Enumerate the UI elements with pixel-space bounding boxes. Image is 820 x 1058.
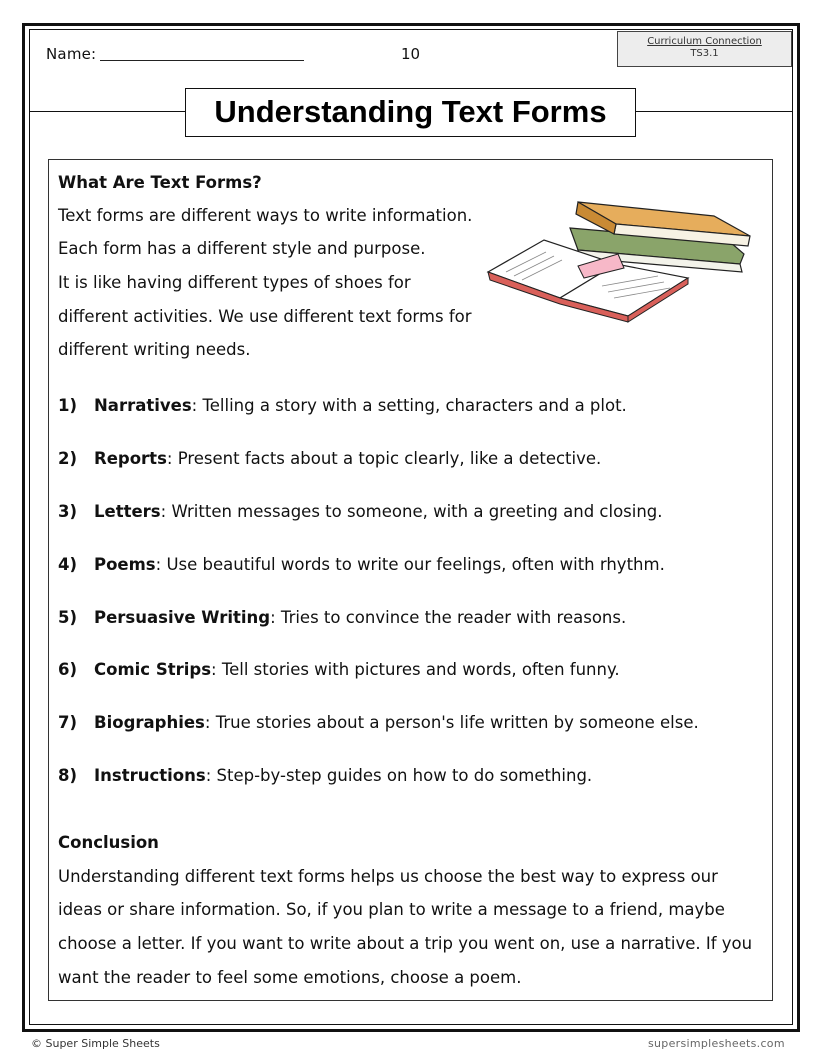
- list-item: [94, 713, 699, 732]
- intro-heading: What Are Text Forms?: [58, 173, 262, 192]
- list-term: Biographies: [94, 713, 205, 732]
- list-item: [94, 396, 627, 415]
- books-stack-icon: [482, 192, 754, 326]
- page-number: 10: [401, 45, 421, 63]
- list-item: [94, 449, 601, 468]
- list-description: : Use beautiful words to write our feelings, often with rhythm.: [155, 555, 665, 574]
- intro-line: different activities. We use different text forms for: [58, 307, 472, 326]
- list-number: 4): [58, 555, 78, 574]
- list-item: [94, 660, 620, 679]
- list-description: : Telling a story with a setting, characters and a plot.: [191, 396, 627, 415]
- list-number: 2): [58, 449, 78, 468]
- list-term: Persuasive Writing: [94, 608, 271, 627]
- list-term: Poems: [94, 555, 156, 574]
- list-number: 6): [58, 660, 78, 679]
- list-item: [94, 766, 592, 785]
- list-description: : Step-by-step guides on how to do something.: [205, 766, 593, 785]
- list-term: Instructions: [94, 766, 206, 785]
- list-term: Letters: [94, 502, 161, 521]
- list-number: 5): [58, 608, 78, 627]
- conclusion-line: Understanding different text forms helps us choose the best way to express our: [58, 867, 718, 886]
- list-number: 1): [58, 396, 78, 415]
- list-term: Narratives: [94, 396, 192, 415]
- title-rule-left: [30, 111, 186, 112]
- list-description: : Written messages to someone, with a greeting and closing.: [160, 502, 663, 521]
- curriculum-connection-box: [617, 31, 792, 67]
- list-description: : Present facts about a topic clearly, like a detective.: [166, 449, 602, 468]
- list-item: [94, 608, 626, 627]
- conclusion-line: choose a letter. If you want to write about a trip you went on, use a narrative. If you: [58, 934, 753, 953]
- list-number: 7): [58, 713, 78, 732]
- intro-line: different writing needs.: [58, 340, 251, 359]
- conclusion-line: want the reader to feel some emotions, choose a poem.: [58, 968, 522, 987]
- title-rule-right: [635, 111, 792, 112]
- page-title: Understanding Text Forms: [185, 88, 636, 137]
- list-number: 3): [58, 502, 78, 521]
- name-label: Name:: [46, 45, 97, 63]
- conclusion-heading: Conclusion: [58, 833, 159, 852]
- conclusion-line: ideas or share information. So, if you plan to write a message to a friend, maybe: [58, 900, 725, 919]
- list-item: [94, 502, 663, 521]
- list-description: : Tell stories with pictures and words, often funny.: [211, 660, 620, 679]
- intro-line: Text forms are different ways to write information.: [58, 206, 473, 225]
- curriculum-title: Curriculum Connection: [647, 36, 762, 47]
- footer-copyright: © Super Simple Sheets: [31, 1037, 160, 1050]
- name-field: [46, 45, 304, 63]
- list-description: : True stories about a person's life written by someone else.: [204, 713, 699, 732]
- list-number: 8): [58, 766, 78, 785]
- list-term: Comic Strips: [94, 660, 212, 679]
- name-blank[interactable]: [100, 47, 304, 61]
- intro-line: Each form has a different style and purpose.: [58, 239, 426, 258]
- list-item: [94, 555, 665, 574]
- footer-website[interactable]: supersimplesheets.com: [648, 1037, 785, 1050]
- list-term: Reports: [94, 449, 167, 468]
- intro-line: It is like having different types of shoes for: [58, 273, 411, 292]
- curriculum-code: TS3.1: [690, 48, 719, 59]
- list-description: : Tries to convince the reader with reasons.: [270, 608, 627, 627]
